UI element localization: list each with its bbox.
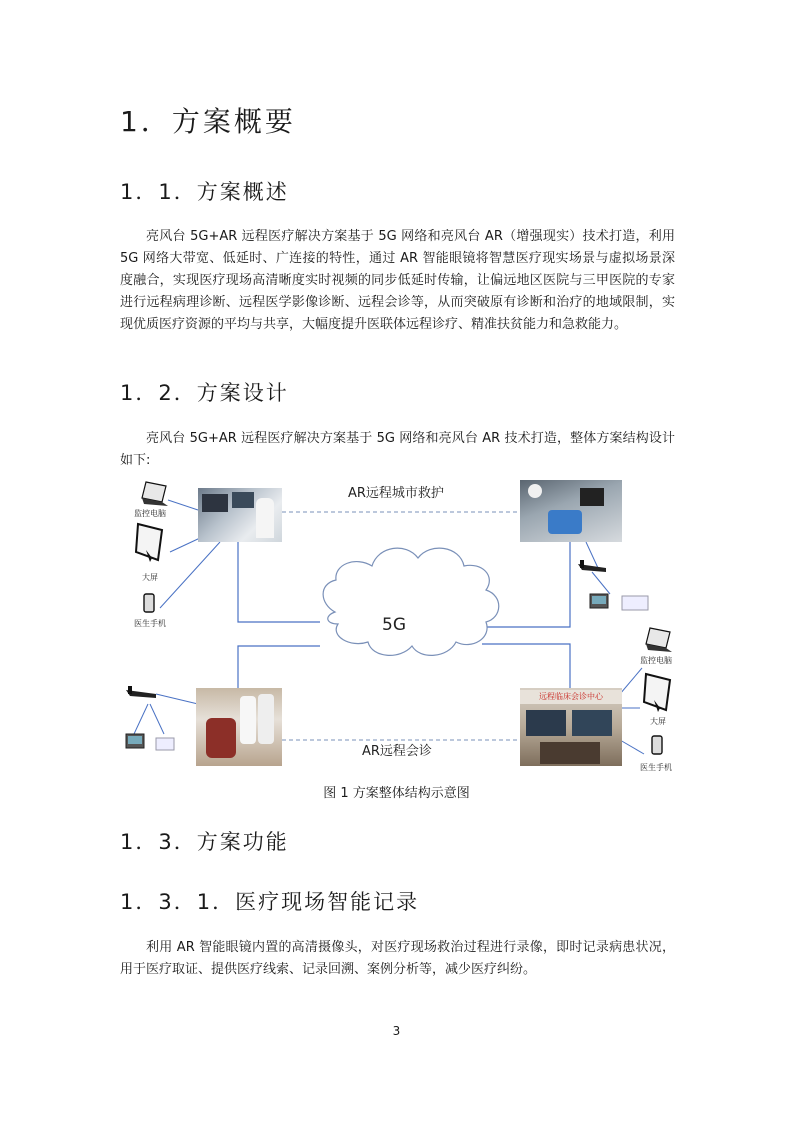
photo-doctor-workstation [198,488,282,542]
heading-1-3-1: 1．3．1．医疗现场智能记录 [120,890,420,914]
document-icon [156,738,174,750]
connector-bottom-left [238,646,320,690]
overview-paragraph: 亮风台 5G+AR 远程医疗解决方案基于 5G 网络和亮风台 AR（增强现实）技术打造，利用 5G 网络大带宽、低延时、广连接的特性，通过 AR 智能眼镜将智慧医疗现实场景与虚拟场景深度融合，实现医疗现场高清晰度实时视频的同步低延时传输，让偏远地区医院与三甲医院的专家进行远程病理诊断、远程医学影像诊断、远程会诊等，从而突破原有诊断和治疗的地域限制，实现优质医疗资源的平均与共享，大幅度提升医联体远程诊疗、精准扶贫能力和急救能力。 [120,229,675,332]
record-paragraph: 利用 AR 智能眼镜内置的高清摄像头，对医疗现场救治过程进行录像，即时记录病患状况，用于医疗取证、提供医疗线索、记录回溯、案例分析等，减少医疗纠纷。 [120,940,675,977]
figure-caption: 图 1 方案整体结构示意图 [323,786,470,801]
photo-ambulance [520,480,622,542]
link-phone-right [620,740,644,754]
design-paragraph: 亮风台 5G+AR 远程医疗解决方案基于 5G 网络和亮风台 AR 技术打造，整体方案结构设计如下: [120,431,675,468]
device-label-laptop-left: 监控电脑 [134,509,166,518]
connector-top-left [238,540,320,622]
consult-banner: 远程临床会诊中心 [520,690,622,704]
link-laptop-right [620,668,642,694]
cloud-5g [323,548,499,655]
bottom-link-label: AR远程会诊 [362,744,432,759]
ar-glasses-icon [126,686,156,698]
heading-1-1: 1．1．方案概述 [120,180,289,204]
laptop-icon [646,628,672,652]
device-label-phone-right: 医生手机 [640,763,672,772]
document-icon [622,596,648,610]
heading-1: 1．方案概要 [120,105,296,138]
cloud-label: 5G [382,615,406,635]
device-label-phone-left: 医生手机 [134,619,166,628]
big-screen-icon [136,524,162,562]
phone-icon [652,736,662,754]
laptop-icon [142,482,168,506]
page-number: 3 [392,1024,401,1038]
device-label-screen-left: 大屏 [142,573,158,582]
heading-1-2: 1．2．方案设计 [120,381,289,405]
device-label-screen-right: 大屏 [650,717,666,726]
link-laptop-left [168,500,198,510]
ar-glasses-icon [578,560,606,572]
top-link-label: AR远程城市救护 [348,486,444,501]
phone-icon [144,594,154,612]
link-screen-left [170,538,200,552]
vital-monitor-icon [126,734,144,748]
photo-bedside-consult [196,688,282,766]
heading-1-3: 1．3．方案功能 [120,830,289,854]
big-screen-icon [644,674,670,712]
link-phone-left [160,542,220,608]
link-glasses-left [156,694,198,704]
photo-consult-center [520,688,622,766]
vital-monitor-icon [590,594,608,608]
device-label-laptop-right: 监控电脑 [640,656,672,665]
architecture-diagram [120,472,680,777]
link-glasses-right [586,542,598,568]
connector-bottom-right [482,644,570,690]
